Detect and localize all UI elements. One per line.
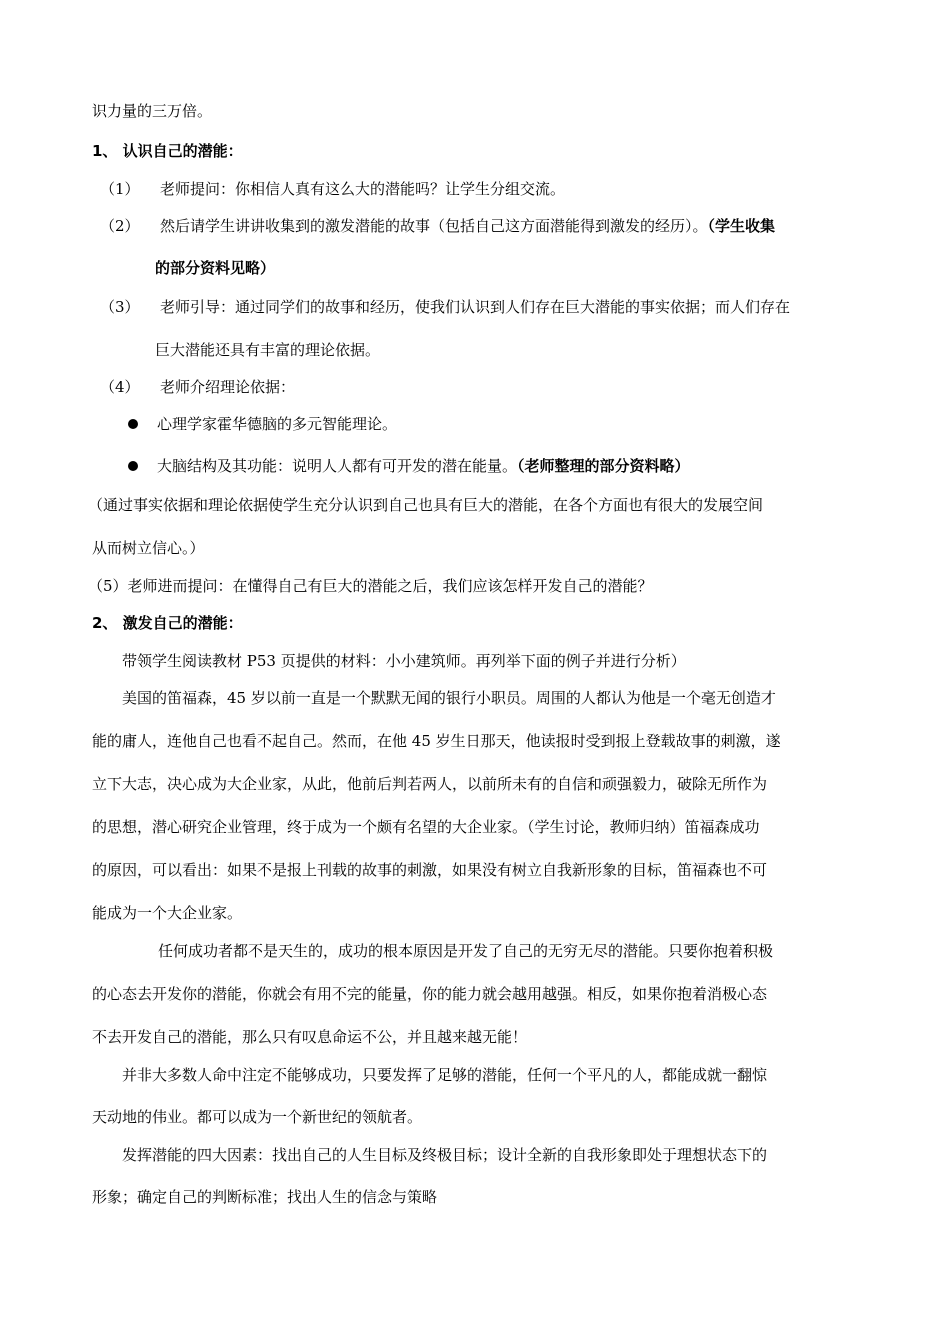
text-line: 的原因，可以看出：如果不是报上刊载的故事的刺激，如果没有树立自我新形象的目标，笛福森也不可 <box>92 861 768 879</box>
text-line: （5）老师进而提问：在懂得自己有巨大的潜能之后，我们应该怎样开发自己的潜能？ <box>88 577 653 595</box>
text-line: 不去开发自己的潜能，那么只有叹息命运不公，并且越来越无能！ <box>92 1028 528 1046</box>
text-line: 带领学生阅读教材 P53 页提供的材料：小小建筑师。再列举下面的例子并进行分析） <box>122 652 686 670</box>
list-number: （2） <box>100 217 140 235</box>
text-line: 立下大志，决心成为大企业家，从此，他前后判若两人，以前所未有的自信和顽强毅力，破除无所作为 <box>92 775 768 793</box>
text-line: 识力量的三万倍。 <box>92 102 213 120</box>
list-text: 老师介绍理论依据： <box>160 378 296 396</box>
list-number: （3） <box>100 298 140 316</box>
text-line: 的心态去开发你的潜能，你就会有用不完的能量，你的能力就会越用越强。相反，如果你抱着消极心态 <box>92 985 768 1003</box>
list-text: 老师提问：你相信人真有这么大的潜能吗？让学生分组交流。 <box>160 180 566 198</box>
list-item-2-continuation: 的部分资料见略） <box>155 259 276 277</box>
list-item-1 <box>92 179 565 199</box>
bullet-item-1: 心理学家霍华德脑的多元智能理论。 <box>157 415 398 433</box>
bullet-text: 大脑结构及其功能：说明人人都有可开发的潜在能量。 <box>157 457 518 475</box>
list-item-3 <box>92 297 790 317</box>
list-text: 然后请学生讲讲收集到的激发潜能的故事（包括自己这方面潜能得到激发的经历）。 <box>160 217 708 235</box>
bullet-item-2 <box>157 456 690 476</box>
text-line: 形象；确定自己的判断标准；找出人生的信念与策略 <box>92 1188 438 1206</box>
list-item-2 <box>92 216 775 236</box>
text-line: 美国的笛福森，45 岁以前一直是一个默默无闻的银行小职员。周围的人都认为他是一个毫无创造才 <box>122 689 776 707</box>
bullet-text-bold: （老师整理的部分资料略） <box>517 457 690 475</box>
text-line: 任何成功者都不是天生的，成功的根本原因是开发了自己的无穷无尽的潜能。只要你抱着积极 <box>158 942 774 960</box>
text-line: 能成为一个大企业家。 <box>92 904 243 922</box>
bullet-icon <box>128 419 138 429</box>
list-item-3-continuation: 巨大潜能还具有丰富的理论依据。 <box>155 341 381 359</box>
text-line: （通过事实依据和理论依据使学生充分认识到自己也具有巨大的潜能，在各个方面也有很大的发展空间 <box>88 496 764 514</box>
list-text-bold: （学生收集 <box>707 217 776 235</box>
list-text: 老师引导：通过同学们的故事和经历，使我们认识到人们存在巨大潜能的事实依据；而人们存在 <box>160 298 791 316</box>
list-number: （4） <box>100 378 140 396</box>
section-heading-1: 1、 认识自己的潜能： <box>92 142 243 160</box>
list-item-4 <box>92 377 295 397</box>
section-heading-2: 2、 激发自己的潜能： <box>92 614 243 632</box>
text-line: 从而树立信心。） <box>92 539 205 557</box>
text-line: 天动地的伟业。都可以成为一个新世纪的领航者。 <box>92 1108 423 1126</box>
text-line: 发挥潜能的四大因素：找出自己的人生目标及终极目标；设计全新的自我形象即处于理想状态下的 <box>122 1146 768 1164</box>
text-line: 的思想，潜心研究企业管理，终于成为一个颇有名望的大企业家。（学生讨论，教师归纳）笛福森成功 <box>92 818 760 836</box>
bullet-icon <box>128 461 138 471</box>
list-number: （1） <box>100 180 140 198</box>
text-line: 能的庸人，连他自己也看不起自己。然而，在他 45 岁生日那天，他读报时受到报上登载故事的刺激，遂 <box>92 732 781 750</box>
text-line: 并非大多数人命中注定不能够成功，只要发挥了足够的潜能，任何一个平凡的人，都能成就一翻惊 <box>122 1066 768 1084</box>
